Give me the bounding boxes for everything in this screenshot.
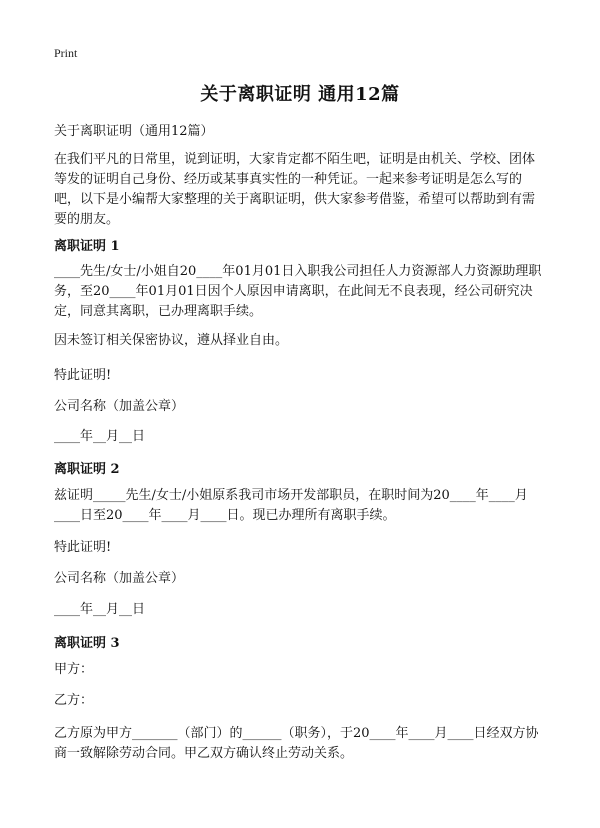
section-1-paragraph-5: ____年__月__日: [54, 429, 146, 444]
section-3-paragraph-1: 甲方：: [54, 662, 94, 677]
document-subtitle: 关于离职证明（通用12篇）: [54, 124, 214, 139]
section-1-paragraph-3: 特此证明!: [54, 368, 112, 383]
section-heading-1: 离职证明 1: [54, 239, 120, 254]
section-3-paragraph-3: 乙方原为甲方_______（部门）的______（职务），于20____年____月____日经双方协商一致解除劳动合同。甲乙双方确认终止劳动关系。: [54, 726, 539, 761]
section-2-paragraph-4: ____年__月__日: [54, 602, 146, 617]
intro-paragraph: 在我们平凡的日常里，说到证明，大家肯定都不陌生吧，证明是由机关、学校、团体等发的证明自己身份、经历或某事真实性的一种凭证。一起来参考证明是怎么写的吧，以下是小编帮大家整理的关于离职证明，供大家参考借鉴，希望可以帮助到有需要的朋友。: [54, 152, 536, 227]
section-2-paragraph-1: 兹证明_____先生/女士/小姐原系我司市场开发部职员，在职时间为20____年____月____日至20____年____月____日。现已办理所有离职手续。: [54, 488, 528, 523]
section-1-paragraph-4: 公司名称（加盖公章）: [54, 399, 185, 414]
document-title: 关于离职证明 通用12篇: [200, 84, 400, 105]
section-2-paragraph-3: 公司名称（加盖公章）: [54, 571, 185, 586]
section-heading-3: 离职证明 3: [54, 636, 120, 651]
print-link[interactable]: Print: [54, 46, 78, 60]
section-3-paragraph-2: 乙方：: [54, 693, 94, 708]
section-2-paragraph-2: 特此证明!: [54, 540, 112, 555]
section-heading-2: 离职证明 2: [54, 462, 120, 477]
section-1-paragraph-2: 因未签订相关保密协议，遵从择业自由。: [54, 333, 289, 348]
section-1-paragraph-1: ____先生/女士/小姐自20____年01月01日入职我公司担任人力资源部人力资源助理职务，至20____年01月01日因个人原因申请离职，在此间无不良表现，经公司研究决定，同意其离职，已办理离职手续。: [54, 264, 542, 319]
